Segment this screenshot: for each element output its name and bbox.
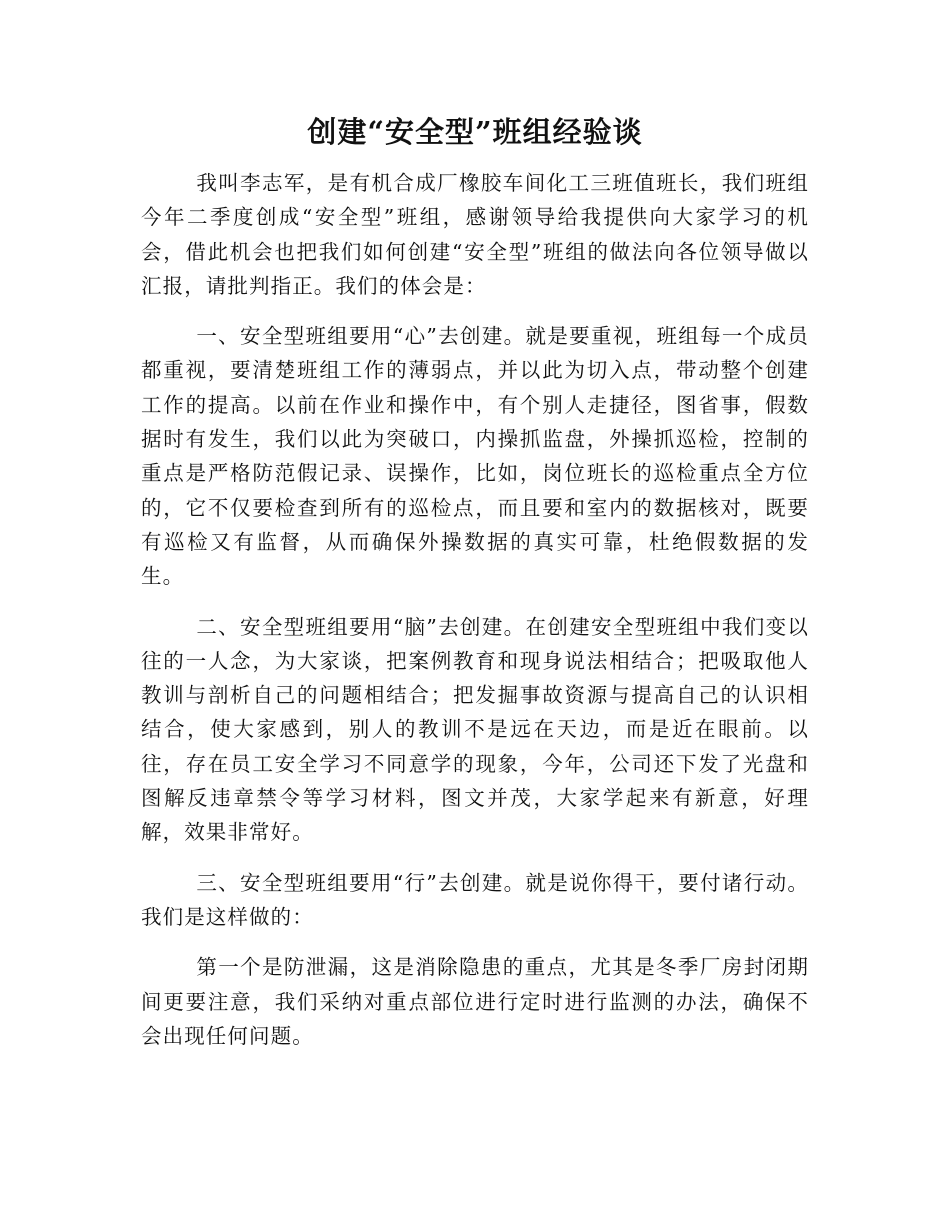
paragraph-section-1: 一、安全型班组要用“心”去创建。就是要重视，班组每一个成员都重视，要清楚班组工作的薄弱点，并以此为切入点，带动整个创建工作的提高。以前在作业和操作中，有个别人走捷径，图省事，假数据时有发生，我们以此为突破口，内操抓监盘，外操抓巡检，控制的重点是严格防范假记录、误操作，比如，岗位班长的巡检重点全方位的，它不仅要检查到所有的巡检点，而且要和室内的数据核对，既要有巡检又有监督，从而确保外操数据的真实可靠，杜绝假数据的发生。 — [141, 324, 809, 589]
paragraph-section-2: 二、安全型班组要用“脑”去创建。在创建安全型班组中我们变以往的一人念，为大家谈，把案例教育和现身说法相结合；把吸取他人教训与剖析自己的问题相结合；把发掘事故资源与提高自己的认识相结合，使大家感到，别人的教训不是远在天边，而是近在眼前。以往，存在员工安全学习不同意学的现象，今年，公司还下发了光盘和图解反违章禁令等学习材料，图文并茂，大家学起来有新意，好理解，效果非常好。 — [141, 614, 809, 845]
document-body — [141, 166, 809, 1053]
paragraph-intro: 我叫李志军，是有机合成厂橡胶车间化工三班值班长，我们班组今年二季度创成“安全型”班组，感谢领导给我提供向大家学习的机会，借此机会也把我们如何创建“安全型”班组的做法向各位领导做以汇报，请批判指正。我们的体会是： — [141, 171, 809, 298]
document-title: 创建“安全型”班组经验谈 — [307, 115, 643, 149]
paragraph-section-3: 三、安全型班组要用“行”去创建。就是说你得干，要付诸行动。我们是这样做的： — [141, 870, 809, 929]
paragraph-item-1: 第一个是防泄漏，这是消除隐患的重点，尤其是冬季厂房封闭期间更要注意，我们采纳对重点部位进行定时进行监测的办法，确保不会出现任何问题。 — [141, 955, 809, 1048]
